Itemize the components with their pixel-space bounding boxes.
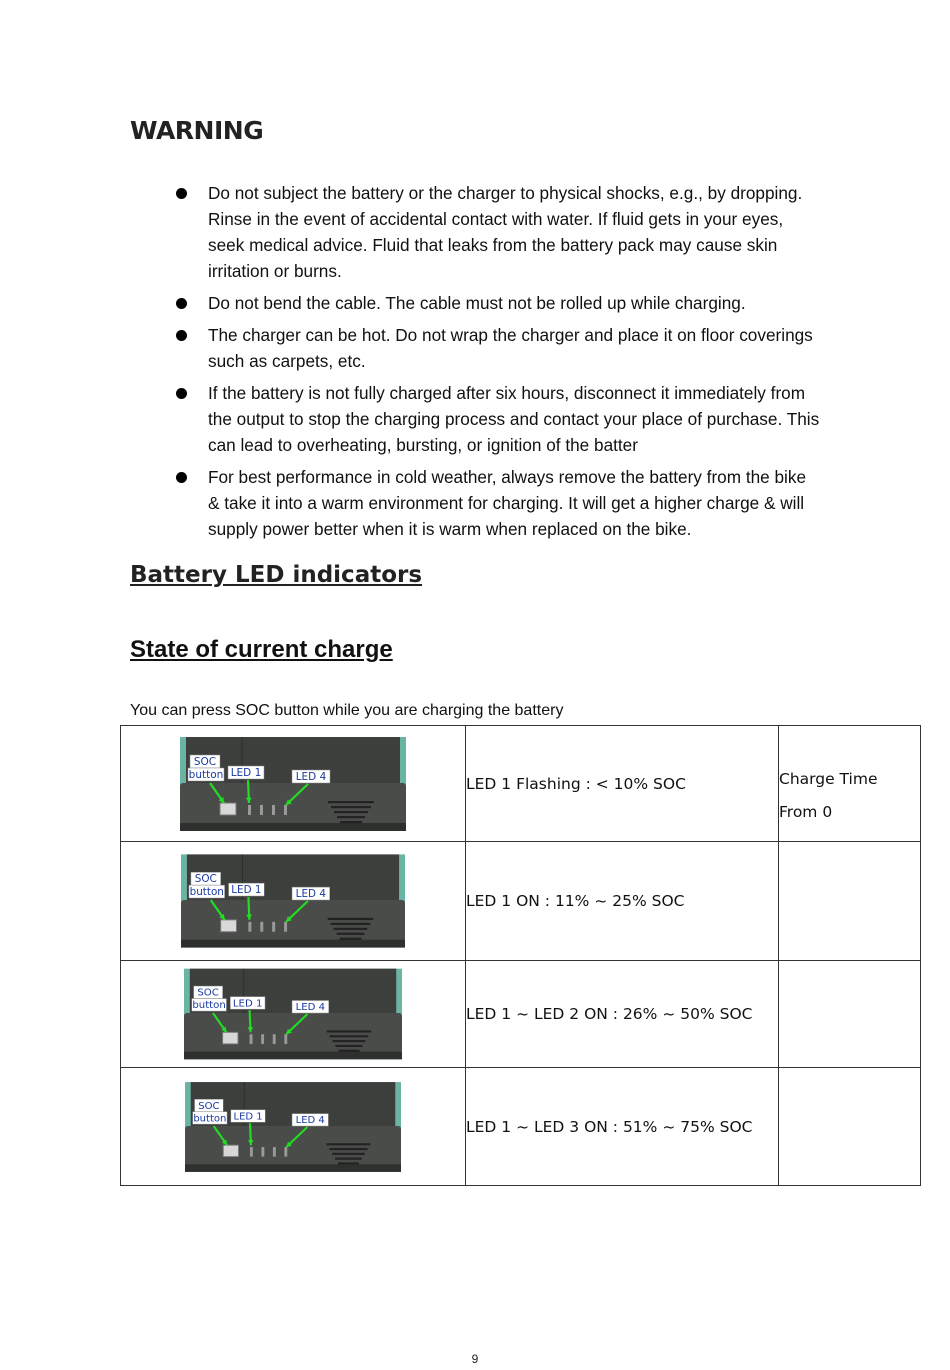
warning-item-text: If the battery is not fully charged after six hours, disconnect it immediately from the output to stop the charging process and contact your place of purchase. This can lead to overheating, bursting, or ignition of the batter <box>208 383 820 455</box>
description-cell: LED 1 ~ LED 3 ON : 51% ~ 75% SOC <box>466 1068 779 1186</box>
soc-label: SOC <box>194 873 217 886</box>
battery-led-image <box>181 854 405 948</box>
button-label: button <box>188 768 224 781</box>
table-row <box>121 842 921 961</box>
description-cell: LED 1 Flashing : < 10% SOC <box>466 726 779 842</box>
warning-item-text: The charger can be hot. Do not wrap the charger and place it on floor coverings such as carpets, etc. <box>208 325 813 371</box>
image-cell <box>121 842 466 961</box>
image-cell <box>121 961 466 1068</box>
led-icon <box>272 922 275 932</box>
bullet-icon <box>176 188 187 199</box>
led-icon <box>260 805 263 815</box>
charge-time-label: Charge Time <box>779 769 878 788</box>
bullet-icon <box>176 388 187 399</box>
warning-item-text: Do not subject the battery or the charger to physical shocks, e.g., by dropping. Rinse in the event of accidental contact with water. If fluid gets in your eyes, seek medical advice. Fluid that leaks from the battery pack may cause skin irritation or burns. <box>208 183 803 281</box>
charge-time-cell <box>779 726 921 842</box>
charge-time-cell <box>779 1068 921 1186</box>
state-of-charge-heading: State of current charge <box>130 636 393 663</box>
battery-base <box>180 823 406 831</box>
battery-led-heading: Battery LED indicators <box>130 562 423 588</box>
led-icon <box>248 805 251 815</box>
soc-label: SOC <box>193 755 217 768</box>
led-icon <box>250 1034 253 1044</box>
button-label: button <box>189 886 224 899</box>
vent-slot <box>331 806 371 808</box>
led1-label: LED 1 <box>233 1110 263 1122</box>
led-icon <box>273 1147 276 1157</box>
warning-item <box>0 290 820 316</box>
vent-slot <box>331 923 371 925</box>
vent-slot <box>327 1030 371 1032</box>
led-icon <box>250 1147 253 1157</box>
charge-time-from: From 0 <box>779 802 833 821</box>
warning-list <box>0 180 950 548</box>
led-icon <box>260 922 263 932</box>
table-row <box>121 726 921 842</box>
battery-led-image <box>185 1080 401 1174</box>
vent-slot <box>330 1035 369 1037</box>
led4-label: LED 4 <box>295 1002 326 1014</box>
led-icon <box>261 1034 264 1044</box>
warning-item-text: Do not bend the cable. The cable must not be rolled up while charging. <box>208 293 746 313</box>
vent-slot <box>338 1162 359 1164</box>
led1-label: LED 1 <box>231 884 262 897</box>
led-icon <box>284 1147 287 1157</box>
soc-label: SOC <box>198 1100 220 1112</box>
description-cell: LED 1 ~ LED 2 ON : 26% ~ 50% SOC <box>466 961 779 1068</box>
bullet-icon <box>176 298 187 309</box>
vent-slot <box>340 821 362 823</box>
led4-label: LED 4 <box>295 770 327 783</box>
vent-slot <box>328 801 374 803</box>
warning-item <box>0 322 820 374</box>
soc-label: SOC <box>197 987 219 999</box>
led1-label: LED 1 <box>230 766 262 779</box>
page-number: 9 <box>471 1352 479 1366</box>
soc-button-icon <box>220 803 236 815</box>
table-row <box>121 961 921 1068</box>
soc-button-icon <box>223 1032 238 1044</box>
bullet-icon <box>176 472 187 483</box>
vent-slot <box>338 1050 359 1052</box>
vent-slot <box>329 1148 367 1150</box>
vent-slot <box>332 1152 364 1154</box>
warning-heading: WARNING <box>130 116 264 145</box>
table-row <box>121 1068 921 1186</box>
led4-label: LED 4 <box>295 888 326 901</box>
vent-slot <box>335 1157 362 1159</box>
button-label: button <box>193 1112 227 1124</box>
vent-slot <box>333 1040 366 1042</box>
vent-slot <box>326 1143 370 1145</box>
charge-time-cell <box>779 961 921 1068</box>
led-icon <box>273 1034 276 1044</box>
image-cell <box>121 726 466 842</box>
intro-text: You can press SOC button while you are charging the battery <box>130 702 564 719</box>
led-icon <box>248 922 251 932</box>
warning-item-text: For best performance in cold weather, always remove the battery from the bike & take it into a warm environment for charging. It will get a higher charge & will supply power better when it is warm when replaced on the bike. <box>208 467 807 539</box>
charge-time-cell <box>779 842 921 961</box>
vent-slot <box>337 933 365 935</box>
led-icon <box>272 805 275 815</box>
button-label: button <box>192 1000 226 1012</box>
led-icon <box>284 922 287 932</box>
vent-slot <box>334 928 368 930</box>
battery-base <box>184 1052 402 1060</box>
battery-base <box>185 1164 401 1172</box>
battery-led-image <box>180 737 406 831</box>
vent-slot <box>337 816 365 818</box>
soc-button-icon <box>221 920 237 932</box>
warning-item <box>0 464 820 542</box>
vent-slot <box>334 811 368 813</box>
vent-slot <box>335 1045 362 1047</box>
image-cell <box>121 1068 466 1186</box>
led4-label: LED 4 <box>295 1114 325 1126</box>
warning-item <box>0 180 820 284</box>
bullet-icon <box>176 330 187 341</box>
vent-slot <box>340 938 362 940</box>
led-icon <box>284 1034 287 1044</box>
warning-item <box>0 380 820 458</box>
led1-label: LED 1 <box>232 998 263 1010</box>
led-icon <box>284 805 287 815</box>
soc-table <box>120 725 921 1186</box>
description-cell: LED 1 ON : 11% ~ 25% SOC <box>466 842 779 961</box>
vent-slot <box>328 918 374 920</box>
led-icon <box>261 1147 264 1157</box>
soc-button-icon <box>223 1145 238 1156</box>
battery-led-image <box>184 967 402 1061</box>
battery-base <box>181 940 405 948</box>
